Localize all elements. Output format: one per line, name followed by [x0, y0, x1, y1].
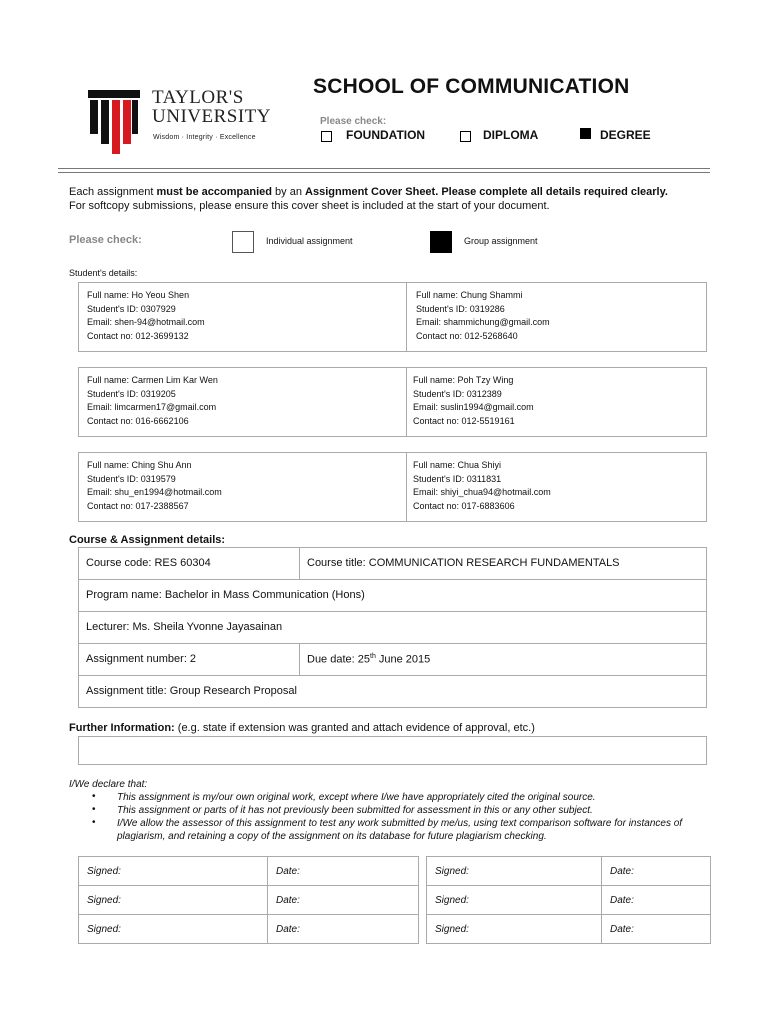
- type-please-check: Please check:: [69, 234, 142, 246]
- program-name: Program name: Bachelor in Mass Communication (Hons): [86, 589, 365, 601]
- signed-cell[interactable]: Signed:: [79, 886, 268, 915]
- bullet-2: •: [92, 804, 96, 815]
- student-card-2: Full name: Chung Shammi Student's ID: 0319286 Email: shammichung@gmail.com Contact no: 012-5268640: [416, 290, 550, 341]
- date-cell[interactable]: Date:: [602, 915, 711, 944]
- taylors-university-logo: [88, 90, 140, 154]
- declaration-item-2: This assignment or parts of it has not previously been submitted for assessment in this or any other subject.: [117, 805, 593, 816]
- declaration-item-3: I/We allow the assessor of this assignment to test any work submitted by me/us, using text comparison software for instances of plagiarism, and retaining a copy of the assignment on its database for future plagiarism checking.: [117, 818, 683, 842]
- logo-tagline: Wisdom · Integrity · Excellence: [153, 134, 256, 141]
- lecturer-name: Lecturer: Ms. Sheila Yvonne Jayasainan: [86, 621, 283, 633]
- course-title: Course title: COMMUNICATION RESEARCH FUNDAMENTALS: [307, 557, 620, 569]
- student-row-1: [78, 282, 707, 352]
- level-please-check: Please check:: [320, 116, 387, 127]
- date-cell[interactable]: Date:: [268, 886, 419, 915]
- students-label: Student's details:: [69, 268, 138, 278]
- diploma-label: DIPLOMA: [483, 128, 539, 142]
- header-divider: [58, 168, 710, 169]
- intro-line-1: Each assignment must be accompanied by an Assignment Cover Sheet. Please complete all details required clearly.: [69, 186, 668, 198]
- assignment-title: Assignment title: Group Research Proposal: [86, 685, 297, 697]
- further-info-field[interactable]: [78, 736, 707, 765]
- date-cell[interactable]: Date:: [268, 915, 419, 944]
- degree-checkbox[interactable]: [580, 128, 591, 139]
- student-card-6: Full name: Chua Shiyi Student's ID: 0311831 Email: shiyi_chua94@hotmail.com Contact no: 017-6883606: [413, 460, 551, 511]
- individual-assignment-label: Individual assignment: [266, 236, 353, 246]
- logo-wordmark: TAYLOR'S UNIVERSITY: [152, 87, 271, 127]
- signed-cell[interactable]: Signed:: [427, 886, 602, 915]
- further-info-label: Further Information: (e.g. state if extension was granted and attach evidence of approval, etc.): [69, 722, 535, 734]
- foundation-label: FOUNDATION: [346, 128, 426, 142]
- student-row-3: [78, 452, 707, 522]
- diploma-checkbox[interactable]: [460, 131, 471, 142]
- degree-label: DEGREE: [600, 128, 651, 142]
- student-card-5: Full name: Ching Shu Ann Student's ID: 0319579 Email: shu_en1994@hotmail.com Contact no: 017-2388567: [87, 460, 222, 511]
- course-code: Course code: RES 60304: [86, 557, 211, 569]
- foundation-checkbox[interactable]: [321, 131, 332, 142]
- signed-cell[interactable]: Signed:: [79, 915, 268, 944]
- date-cell[interactable]: Date:: [602, 886, 711, 915]
- student-card-1: Full name: Ho Yeou Shen Student's ID: 0307929 Email: shen-94@hotmail.com Contact no: 012-3699132: [87, 290, 205, 341]
- signed-cell[interactable]: Signed:: [427, 915, 602, 944]
- course-section-title: Course & Assignment details:: [69, 534, 226, 546]
- intro-line-2: For softcopy submissions, please ensure this cover sheet is included at the start of your document.: [69, 200, 550, 212]
- student-card-3: Full name: Carmen Lim Kar Wen Student's ID: 0319205 Email: limcarmen17@gmail.com Contact no: 016-6662106: [87, 375, 218, 426]
- bullet-1: •: [92, 791, 96, 802]
- individual-assignment-checkbox[interactable]: [232, 231, 254, 253]
- bullet-3: •: [92, 817, 96, 828]
- group-assignment-label: Group assignment: [464, 236, 538, 246]
- student-card-4: Full name: Poh Tzy Wing Student's ID: 0312389 Email: suslin1994@gmail.com Contact no: 012-5519161: [413, 375, 534, 426]
- declaration-item-1: This assignment is my/our own original work, except where I/we have appropriately cited the original source.: [117, 792, 596, 803]
- date-cell[interactable]: Date:: [602, 857, 711, 886]
- header-divider-2: [58, 172, 710, 173]
- date-cell[interactable]: Date:: [268, 857, 419, 886]
- school-title: SCHOOL OF COMMUNICATION: [313, 75, 630, 98]
- student-row-2: [78, 367, 707, 437]
- due-date: Due date: 25th June 2015: [307, 653, 431, 666]
- assignment-number: Assignment number: 2: [86, 653, 197, 665]
- signed-cell[interactable]: Signed:: [427, 857, 602, 886]
- signature-table: [78, 856, 711, 944]
- declaration-intro: I/We declare that:: [69, 779, 148, 790]
- group-assignment-checkbox[interactable]: [430, 231, 452, 253]
- signed-cell[interactable]: Signed:: [79, 857, 268, 886]
